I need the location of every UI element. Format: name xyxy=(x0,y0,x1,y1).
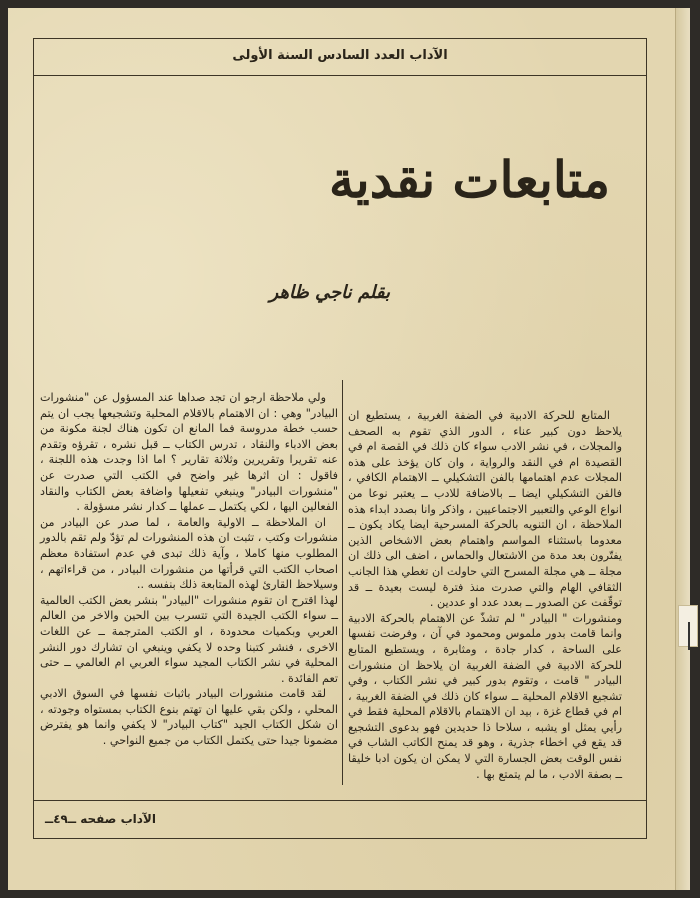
page-number-footer: الآداب صفحه ــ٤٩ــ xyxy=(45,812,156,826)
paragraph: لقد قامت منشورات البيادر باثبات نفسها في السوق الادبي المحلي ، ولكن بقي عليها ان تهتم بنوع الكتاب بمستواه وجودته ، ان شكل الكتاب الجيد "كتاب البيادر" لا يكفي وانما هو يفترض مضمونا جيدا حتى يكتمل الكتاب من جميع النواحي . xyxy=(40,687,338,748)
paragraph: ان الملاحظة ــ الاولية والعامة ، لما صدر عن البيادر من منشورات وكتب ، تثبت ان هذه المنشورات لم تؤدّ ولم تقم بالدور المطلوب منها كاملا ، وآية ذلك تبدى في عدم استفادة معظم اصحاب الكتب التي قرأتها من منشورات البيادر ، من قراءاتهم ، وسيلاحظ القارئ لهذه المتابعة ذلك بنفسه .. xyxy=(40,515,338,592)
scan-border-bottom xyxy=(0,890,700,898)
article-title: متابعات نقدية xyxy=(328,150,610,209)
tab-mark-line xyxy=(688,622,690,650)
column-divider xyxy=(342,380,343,785)
paragraph: ولي ملاحظة ارجو ان تجد صداها عند المسؤول عن "منشورات البيادر" وهي : ان الاهتمام بالاقلام المحلية وتشجيعها يجب ان يتم حسب خطة مدروسة فما المانع ان تكون هناك لجنة مكونة من بعض الادباء والنقاد ، تدرس الكتاب ــ قبل نشره ، تقرؤه وتقدم عنه تقريرا وتقريرين وثلاثة تقارير ؟ اما اذا وجدت هذه اللجنة ، فاقول : ان اثرها غير واضح في الكتب التي صدرت عن "منشورات البيادر" وينبغي تفعيلها واضافة بعض الكتاب والنقاد الفعالين اليها ، لكي يكتمل ــ عملها ــ كدار نشر مسؤولة . xyxy=(40,391,338,514)
header-bottom-rule xyxy=(33,75,647,76)
footer-top-rule xyxy=(33,800,647,801)
footer-bottom-rule xyxy=(33,838,647,839)
paragraph: المتابع للحركة الادبية في الضفة الغربية ، يستطيع ان يلاحظ دون كبير عناء ، الدور الذي تقوم به الصحف والمجلات ، في نشر الادب سواء كان ذلك في القصة ام في القصيدة ام في النقد والرواية ، وان كان يؤخذ على هذه المجلات عدم اهتمامها بالفن التشكيلي ــ الاهتمام الكافي ، فالفن التشكيلي ايضا ــ بالاضافة للادب ــ يعتبر نوعا من انواع الوعي والتعبير الاجتماعيين ، واذكر وانا بصدد ابداء هذه الملاحظة ، ان التنويه بالحركة المسرحية ايضا يكاد يكون ــ معدوما باستثناء المواسم واهتمام بعض الاشخاص الذين يفتّرون بعد مدة من الاشتعال والحماس ، اضف الى ذلك ان مجلة ــ هي مجلة المسرح التي حاولت ان تغطي هذا الجانب الثقافي الهام والتي صدرت منذ فترة ليست بعيدة ــ قد توقّفت عن الصدور ــ بعدد عدد او عددين . xyxy=(348,409,622,610)
next-page-edge xyxy=(675,8,690,892)
paragraph: لهذا اقترح ان تقوم منشورات "البيادر" بنشر بعض الكتب العالمية ــ سواء الكتب الجيدة التي تتسرب بين الحين والاخر من العالم العربي وبكميات محدودة ، او الكتب المترجمة ــ عن اللغات الاخرى ، فنشر كتبنا وحده لا يكفي وينبغي ان تشارك دور النشر المحلية في نشر الكتاب المجيد سواء العربي ام العالمي ــ حتى تعم الفائدة . xyxy=(40,593,338,685)
article-column-right xyxy=(348,408,622,782)
paragraph: ومنشورات " البيادر " لم تشذّ عن الاهتمام بالحركة الادبية وانما قامت بدور ملموس ومحمود في آن ، وفرضت نفسها على الساحة ، كدار جادة ، ومثابرة ، ويستطيع المتابع للحركة الادبية في الضفة الغربية ان يلاحظ ان منشورات البيادر " قامت ، وتقوم بدور كبير في نشر الكتاب ، وفي تشجيع الاقلام المحلية ــ سواء كان ذلك في الضفة الغربية ، ام في قطاع غزة ، بيد ان الاهتمام بالاقلام المحلية فقط في رأيي يمثل او يشبه ، سلاحا ذا حديدين فهو بدعوى التشجيع قد يقع في اخطاء جذرية ، وهو قد يمنح الكاتب الشاب في نفس الوقت بعض الجسارة التي لا يمكن ان يكون ادبا خليقا ــ بصفة الادب ، ما لم يتمتع بها . xyxy=(348,611,622,781)
header-top-rule xyxy=(33,38,647,39)
article-column-left xyxy=(40,390,338,749)
article-byline: بقلم ناجي ظاهر xyxy=(269,282,390,303)
running-header: الآداب العدد السادس السنة الأولى xyxy=(232,48,448,63)
